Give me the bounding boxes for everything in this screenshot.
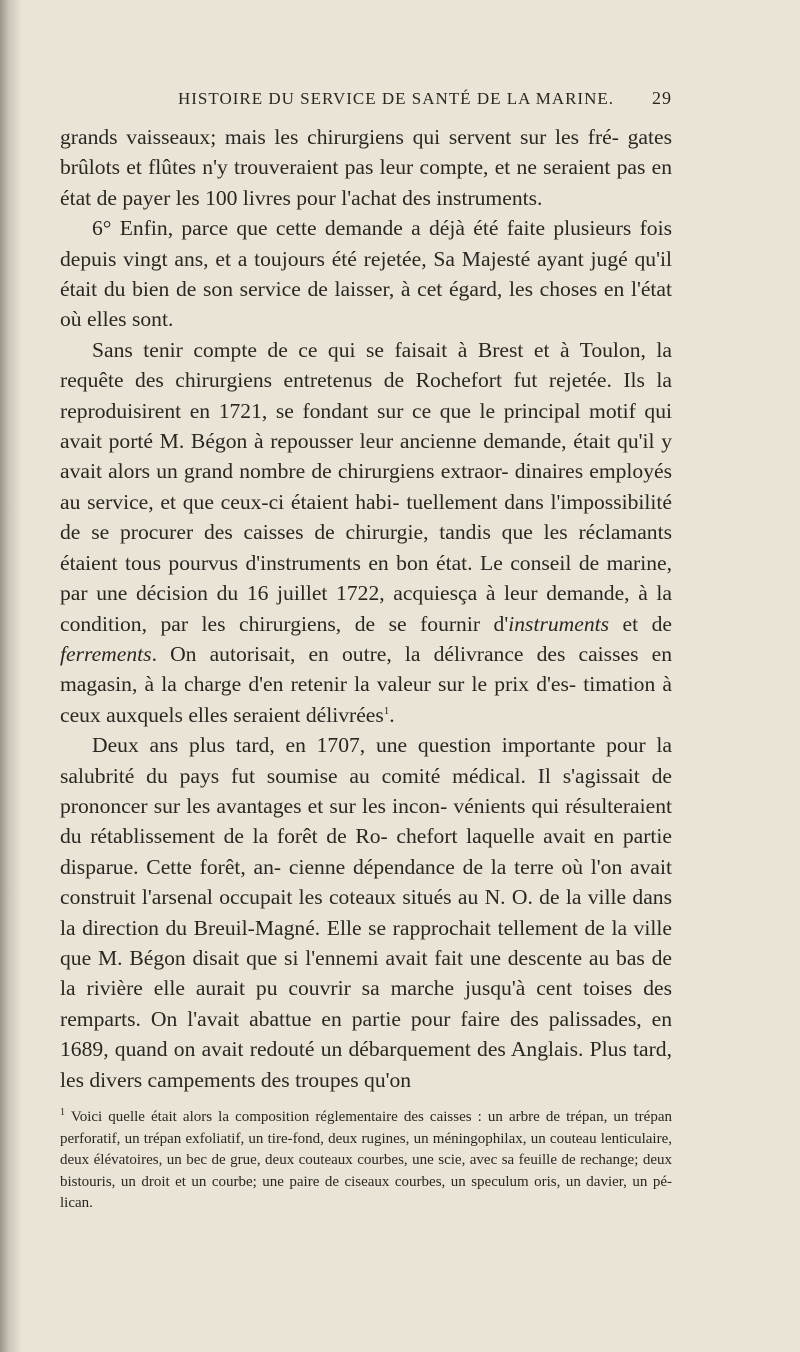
- paragraph-3: [60, 335, 672, 730]
- italic-ferrements: ferrements: [60, 641, 152, 666]
- paragraph-3-connector: et de: [609, 611, 673, 636]
- running-head: [60, 88, 672, 114]
- paragraph-3-part-b: . On autorisait, en outre, la délivrance des caisses en magasin, à la charge d'en retenir la valeur sur le prix d'es- timation à ceux auxquels elles seraient délivrées: [60, 641, 672, 727]
- footnote-mark: 1: [60, 1107, 65, 1118]
- footnote: [60, 1107, 672, 1215]
- footnote-reference[interactable]: 1: [383, 704, 390, 717]
- page-number: 29: [652, 88, 672, 108]
- body-text: [60, 122, 672, 1095]
- page-edge-shadow: [0, 0, 22, 1352]
- footnote-text: Voici quelle était alors la composition réglementaire des caisses : un arbre de trépan, un trépan perforatif, un trépan exfoliatif, un tire-fond, deux rugines, un méningophilax, un couteau lenticulaire, deux élévatoires, un bec de grue, deux couteaux courbes, une scie, avec sa feuille de rechange; deux bistouris, un droit et un courbe; une paire de ciseaux courbes, un speculum oris, un davier, un pé- lican.: [60, 1109, 672, 1211]
- paragraph-3-end: .: [389, 702, 395, 727]
- paragraph-2: 6° Enfin, parce que cette demande a déjà été faite plusieurs fois depuis vingt ans, et a toujours été rejetée, Sa Majesté ayant jugé qu'il était du bien de son service de laisser, à cet égard, les choses en l'état où elles sont.: [60, 216, 672, 332]
- book-page: [60, 88, 672, 1215]
- running-title: HISTOIRE DU SERVICE DE SANTÉ DE LA MARINE.: [177, 89, 615, 108]
- paragraph-3-part-a: Sans tenir compte de ce qui se faisait à Brest et à Toulon, la requête des chirurgiens entretenus de Rochefort fut rejetée. Ils la reproduisirent en 1721, se fondant sur ce que le principal motif qui avait porté M. Bégon à repousser leur ancienne demande, était qu'il y avait alors un grand nombre de chirurgiens extraor- dinaires employés au service, et que ceux-ci étaient habi- tuellement dans l'impossibilité de se procurer des caisses de chirurgie, tandis que les réclamants étaient tous pourvus d'instruments en bon état. Le conseil de marine, par une décision du 16 juillet 1722, acquiesça à leur demande, à la condition, par les chirurgiens, de se fournir d': [60, 337, 672, 636]
- paragraph-4: Deux ans plus tard, en 1707, une question importante pour la salubrité du pays fut soumise au comité médical. Il s'agissait de prononcer sur les avantages et sur les incon- vénients qui résulteraient du rétablissement de la forêt de Ro- chefort laquelle avait en partie disparue. Cette forêt, an- cienne dépendance de la terre où l'on avait construit l'arsenal occupait les coteaux situés au N. O. de la ville dans la direction du Breuil-Magné. Elle se rapprochait tellement de la ville que M. Bégon disait que si l'ennemi avait fait une descente au bas de la rivière elle aurait pu couvrir sa marche jusqu'à cent toises des remparts. On l'avait abattue en partie pour faire des palissades, en 1689, quand on avait redouté un débarquement des Anglais. Plus tard, les divers campements des troupes qu'on: [60, 733, 672, 1092]
- paragraph-1: grands vaisseaux; mais les chirurgiens qui servent sur les fré- gates brûlots et flûtes n'y trouveraient pas leur compte, et ne seraient pas en état de payer les 100 livres pour l'achat des instruments.: [60, 125, 672, 210]
- italic-instruments: instruments: [508, 611, 610, 636]
